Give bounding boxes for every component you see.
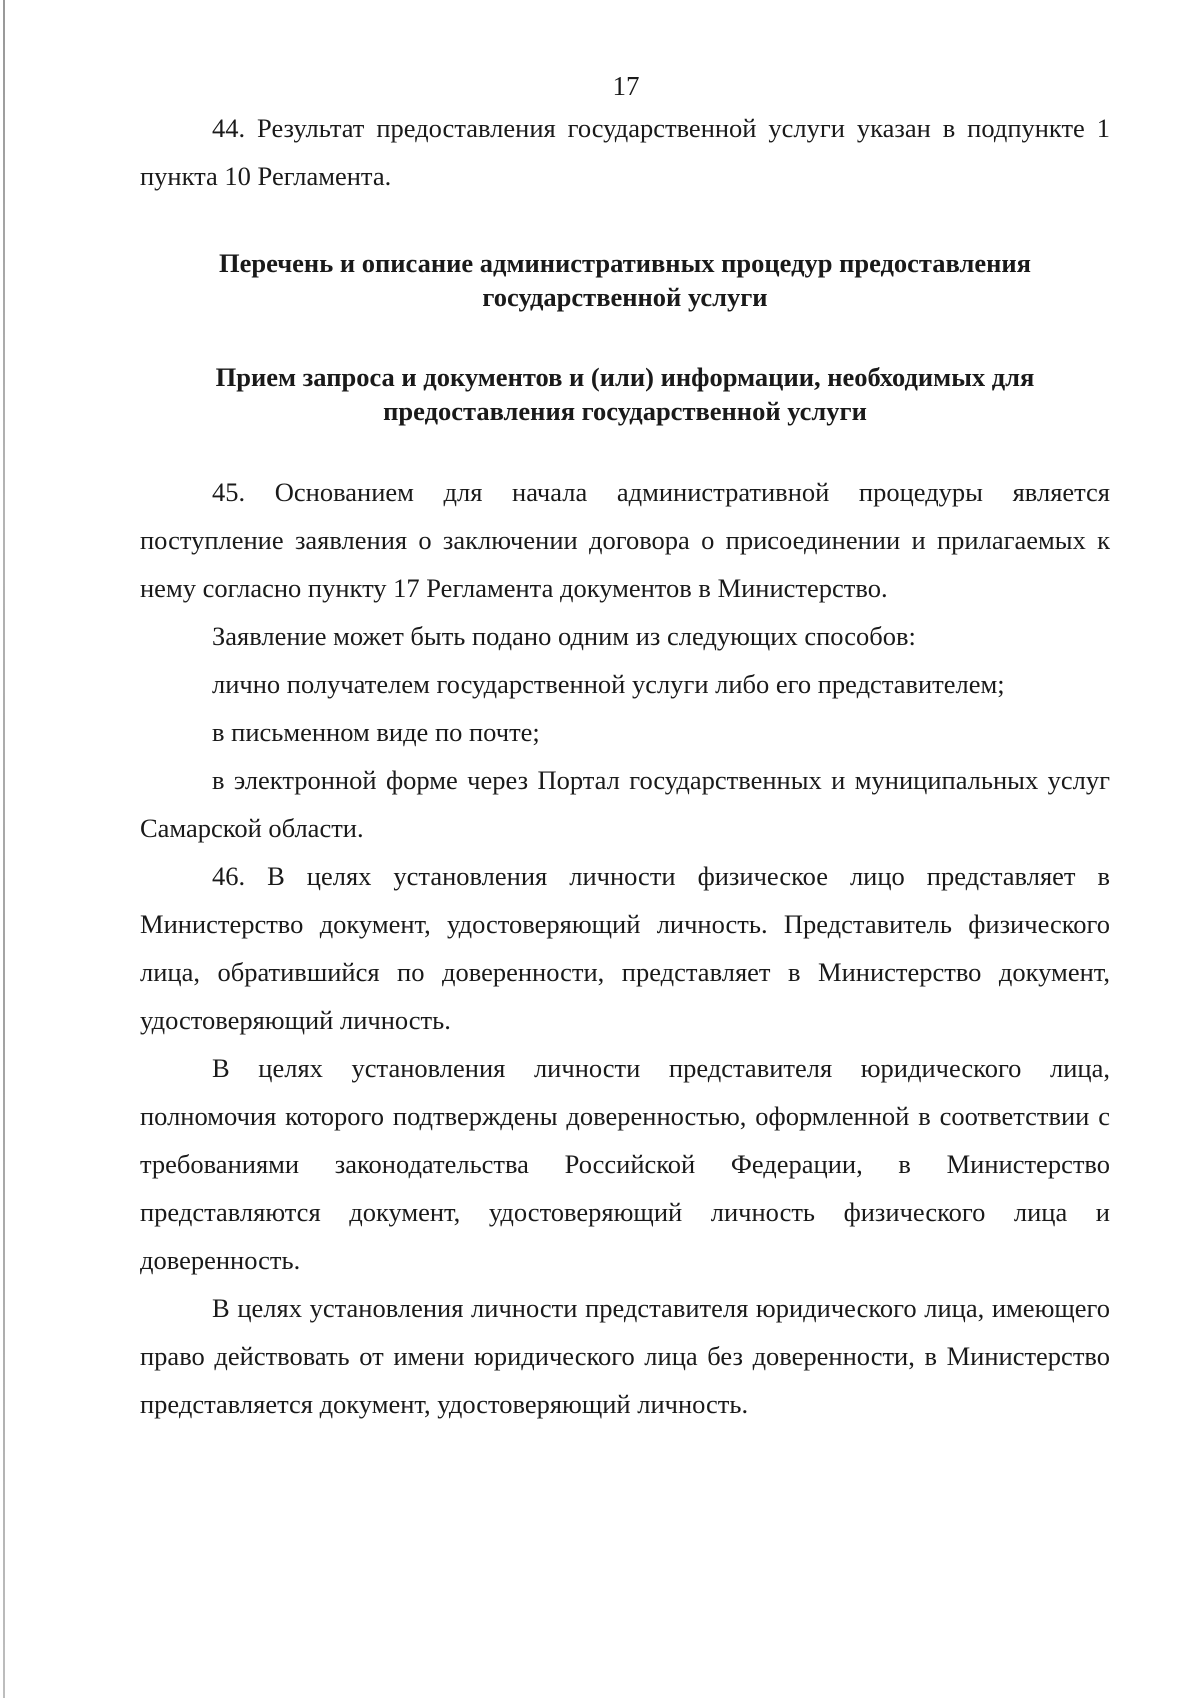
paragraph-46: 46. В целях установления личности физическое лицо представляет в Министерство документ, удостоверяющий личность. Представитель физического лица, обратившийся по доверенности, представляет в Министерство документ, удостоверяющий личность.	[140, 861, 1110, 1035]
paragraph-submission-methods: Заявление может быть подано одним из следующих способов:	[212, 621, 916, 651]
paragraph-legal-rep-power-of-attorney: В целях установления личности представителя юридического лица, полномочия которого подтверждены доверенностью, оформленной в соответствии с требованиями законодательства Российской Федерации, в Министерство представляются документ, удостоверяющий личность физического лица и доверенность.	[140, 1053, 1110, 1275]
paragraph-44: 44. Результат предоставления государственной услуги указан в подпункте 1 пункта 10 Регламента.	[140, 113, 1110, 191]
section-heading-request-intake: Прием запроса и документов и (или) информации, необходимых для предоставления государственной услуги	[215, 362, 1035, 426]
document-body	[140, 68, 1110, 1428]
paragraph-45: 45. Основанием для начала административной процедуры является поступление заявления о заключении договора о присоединении и прилагаемых к нему согласно пункту 17 Регламента документов в Министерство.	[140, 477, 1110, 603]
paragraph-method-electronic: в электронной форме через Портал государственных и муниципальных услуг Самарской области.	[140, 765, 1110, 843]
paragraph-method-mail: в письменном виде по почте;	[212, 717, 540, 747]
paragraph-method-in-person: лично получателем государственной услуги либо его представителем;	[212, 669, 1005, 699]
scan-edge-line	[3, 0, 5, 1698]
paragraph-legal-rep-without-power-of-attorney: В целях установления личности представителя юридического лица, имеющего право действовать от имени юридического лица без доверенности, в Министерство представляется документ, удостоверяющий личность.	[140, 1293, 1110, 1419]
section-heading-procedures: Перечень и описание административных процедур предоставления государственной услуги	[219, 248, 1031, 312]
page-number: 17	[612, 71, 640, 101]
